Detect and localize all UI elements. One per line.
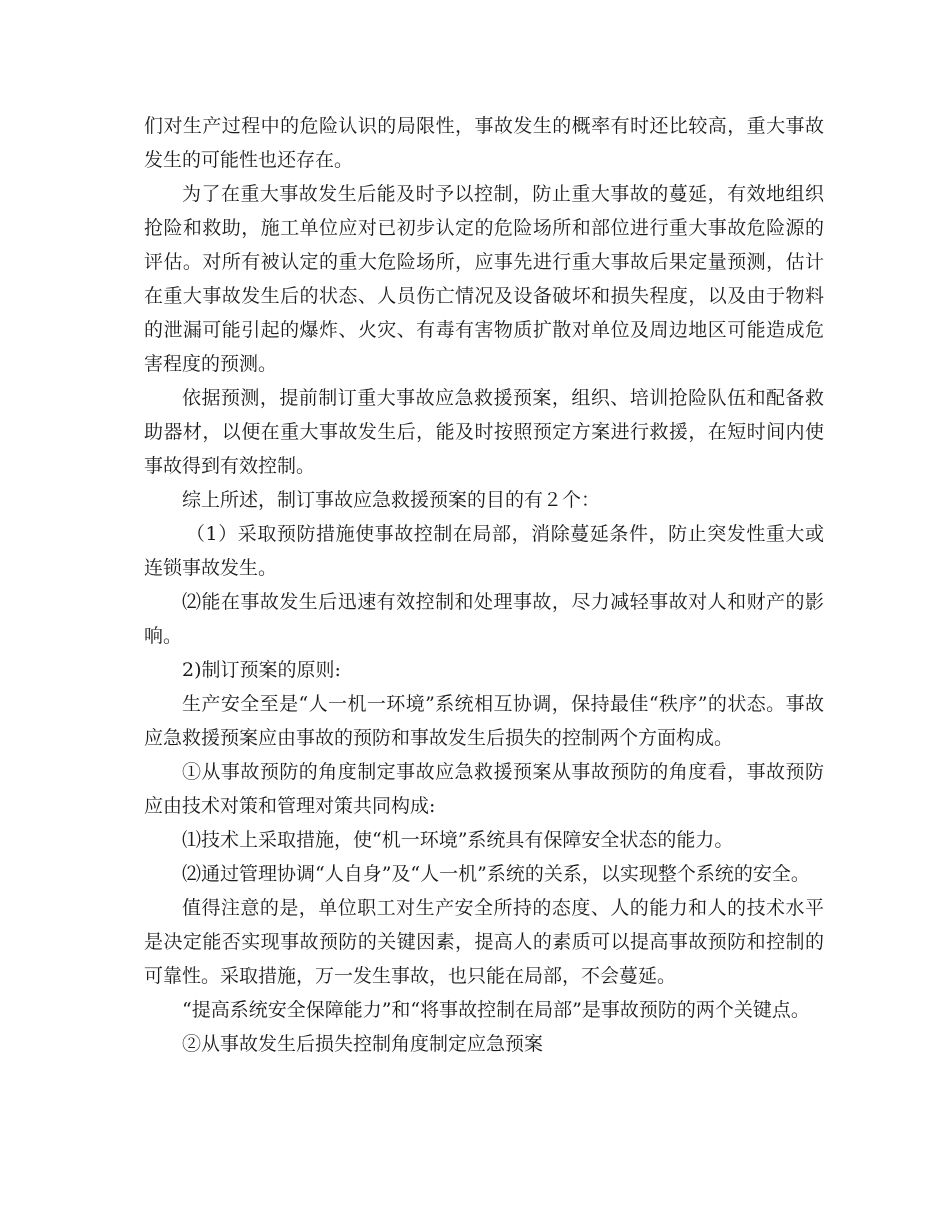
section-heading-principles: 2)制订预案的原则: [182,659,341,681]
paragraph-continuation: 们对生产过程中的危险认识的局限性，事故发生的概率有时还比较高，重大事故发生的可能性也还存在。 [144,115,824,171]
paragraph-prevention-angle: ①从事故预防的角度制定事故应急救援预案从事故预防的角度看，事故预防应由技术对策和管理对策共同构成: [144,761,824,817]
paragraph-key-points: “提高系统安全保障能力”和“将事故控制在局部”是事故预防的两个关键点。 [182,999,810,1021]
paragraph-summary: 综上所述，制订事故应急救援预案的目的有２个： [182,489,601,511]
list-item-management: ⑵通过管理协调“人自身”及“人一机”系统的关系，以实现整个系统的安全。 [182,863,810,885]
list-item-technical: ⑴技术上采取措施，使“机一环境”系统具有保障安全状态的能力。 [182,829,734,851]
paragraph-prediction-plan: 依据预测，提前制订重大事故应急救援预案，组织、培训抢险队伍和配备救助器材，以便在重大事故发生后，能及时按照预定方案进行救援，在短时间内使事故得到有效控制。 [144,387,824,477]
paragraph-system-coordination: 生产安全至是“人一机一环境”系统相互协调，保持最佳“秩序”的状态。事故应急救援预案应由事故的预防和事故发生后损失的控制两个方面构成。 [144,693,824,749]
list-item-purpose-2: ⑵能在事故发生后迅速有效控制和处理事故，尽力减轻事故对人和财产的影响。 [144,591,824,647]
paragraph-emergency-control: 为了在重大事故发生后能及时予以控制，防止重大事故的蔓延，有效地组织抢险和救助，施工单位应对已初步认定的危险场所和部位进行重大事故危险源的评估。对所有被认定的重大危险场所，应事先进行重大事故后果定量预测，估计在重大事故发生后的状态、人员伤亡情况及设备破坏和损失程度，以及由于物料的泄漏可能引起的爆炸、火灾、有毒有害物质扩散对单位及周边地区可能造成危害程度的预测。 [144,183,824,375]
document-body [144,109,824,1061]
list-item-purpose-1: （1）采取预防措施使事故控制在局部，消除蔓延条件，防止突发性重大或连锁事故发生。 [144,523,824,579]
paragraph-loss-control: ②从事故发生后损失控制角度制定应急预案 [182,1033,544,1055]
paragraph-human-factors: 值得注意的是，单位职工对生产安全所持的态度、人的能力和人的技术水平是决定能否实现事故预防的关键因素，提高人的素质可以提高事故预防和控制的可靠性。采取措施，万一发生事故，也只能在局部，不会蔓延。 [144,897,824,987]
